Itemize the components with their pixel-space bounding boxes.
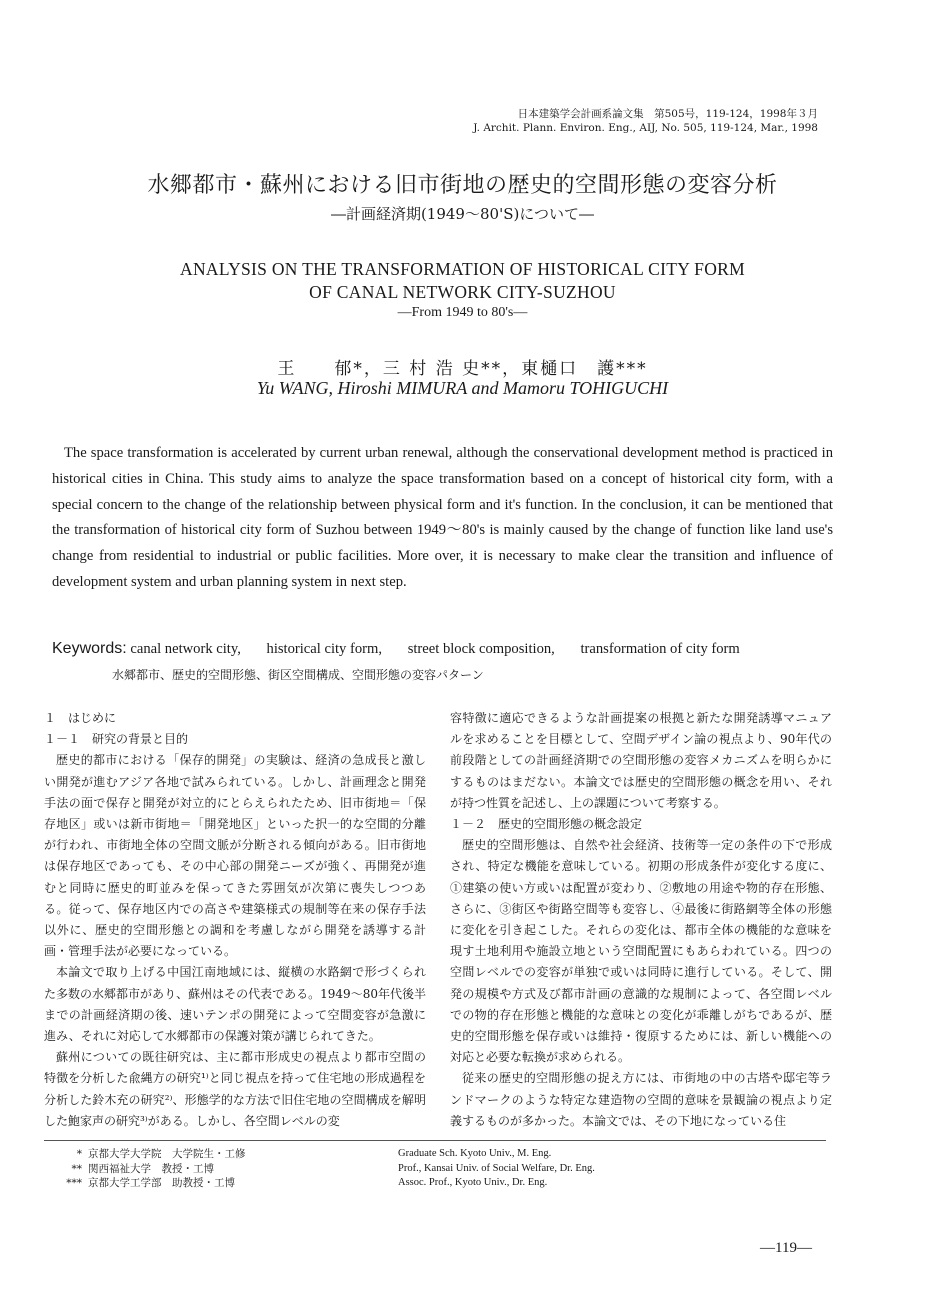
paragraph: 歴史的空間形態は、自然や社会経済、技術等一定の条件の下で形成され、特定な機能を意味している。初期の形成条件が変化する度に、①建築の使い方或いは配置が変わり、②敷地の用途や物的存在形態、さらに、③街区や街路空間等も変容し、④最後に街路網等全体の形態に変化を引き起こした。それらの変化は、都市全体の機能的な意味を現す土地利用や施設立地という空間配置にもあらわれている。四つの空間レベルでの変容が単独で或いは同時に進行している。そして、開発の規模や方式及び都市計画の意識的な規制によって、各空間レベルでの物的存在形態と機能的な意味との変化が乖離しがちであるが、歴史的空間形態を保存或いは維持・復原するためには、新しい機能への対応と必要な転換が求められる。 — [450, 838, 832, 1065]
paper-title-en-line1: ANALYSIS ON THE TRANSFORMATION OF HISTORICAL CITY FORM — [180, 259, 745, 279]
paper-title-en — [0, 258, 925, 304]
footnote-text: 京都大学大学院 大学院生・工修 — [88, 1148, 246, 1160]
footnote-text-en: Graduate Sch. Kyoto Univ., M. Eng. — [398, 1148, 552, 1159]
keyword: historical city form, — [266, 641, 383, 657]
footnote-text-en: Assoc. Prof., Kyoto Univ., Dr. Eng. — [398, 1177, 548, 1188]
keywords-label: Keywords: — [52, 640, 127, 657]
abstract: The space transformation is accelerated by current urban renewal, although the conservational development method is practiced in historical cities in China. This study aims to analyze the space transformation based on a concept of historical city form, with a special concern to the change of the relationship between physical form and it's function. In the conclusion, it can be mentioned that the transformation of historical city form of Suzhou between 1949～80's is mainly caused by the change of function like land use's change from residential to industrial or public facilities. More over, it is necessary to make clear the transition and influence of development system and urban planning system in next step. — [52, 445, 833, 590]
paragraph: 蘇州についての既往研究は、主に都市形成史の視点より都市空間の特徴を分析した兪縄方の研究¹⁾と同じ視点を持って住宅地の形成過程を分析した鈴木充の研究²⁾、形態学的な方法で旧住宅地の空間構成を解明した鮑家声の研究³⁾がある。しかし、各空間レベルの変 — [44, 1050, 426, 1128]
footnote-mark: * — [76, 1148, 82, 1160]
citation-en: J. Archit. Plann. Environ. Eng., AIJ, No. 505, 119-124, Mar., 1998 — [473, 122, 818, 134]
subsection-heading: １－１ 研究の背景と目的 — [44, 732, 189, 747]
paragraph: 従来の歴史的空間形態の捉え方には、市街地の中の古塔や邸宅等ランドマークのような特定な建造物の空間的意味を景観論の視点より定義するものが多かった。本論文では、その下地になっている住 — [450, 1071, 832, 1128]
footnote-text-en: Prof., Kansai Univ. of Social Welfare, Dr. Eng. — [398, 1162, 595, 1174]
footnote-item — [60, 1176, 246, 1191]
body-column-right — [450, 708, 832, 1132]
paragraph: 容特徴に適応できるような計画提案の根拠と新たな開発誘導マニュアルを求めることを目標として、空間デザイン論の視点より、90年代の前段階としての計画経済期での空間形態の変容メカニズムを明らかにするものはまだない。本論文では歴史的空間形態の概念を用い、それが持つ性質を記述し、上の課題について考察する。 — [450, 711, 832, 810]
paragraph: 本論文で取り上げる中国江南地域には、縦横の水路網で形づくられた多数の水郷都市があり、蘇州はその代表である。1949～80年代後半までの計画経済期の後、速いテンポの開発によって空間変容が急激に進み、それに対応して水郷都市の保護対策が講じられてきた。 — [44, 965, 426, 1044]
footnotes-en — [398, 1147, 595, 1191]
footnotes-jp — [60, 1147, 246, 1191]
journal-citation — [473, 107, 818, 135]
authors-en: Yu WANG, Hiroshi MIMURA and Mamoru TOHIGUCHI — [256, 378, 669, 398]
footnote-divider — [44, 1140, 826, 1141]
footnote-mark: *** — [66, 1177, 82, 1189]
paper-subtitle-en: ―From 1949 to 80's― — [397, 305, 528, 320]
footnote-text: 京都大学工学部 助教授・工博 — [88, 1177, 235, 1189]
footnote-mark: ** — [71, 1162, 82, 1175]
keyword: transformation of city form — [580, 641, 740, 657]
paragraph: 歴史的都市における「保存的開発」の実験は、経済の急成長と激しい開発が進むアジア各地で試みられている。しかし、計画理念と開発手法の面で保存と開発が対立的にとらえられたため、旧市街地＝「保存地区」或いは新市街地＝「開発地区」といった択一的な空間的分離が行われ、市街地全体の空間文脈が分断される傾向がある。旧市街地は保存地区であっても、その中心部の開発ニーズが強く、再開発が進むと同時に歴史的町並みを保ってきた雰囲気が次第に喪失しつつある。従って、保存地区内での高さや建築様式の規制等在来の保存手法以外に、歴史的空間形態との調和を考慮しながら開発を誘導する計画・管理手法が必要になっている。 — [44, 753, 426, 959]
page-number: ―119― — [760, 1240, 812, 1256]
paper-title-en-line2: OF CANAL NETWORK CITY-SUZHOU — [309, 282, 616, 302]
keyword: street block composition, — [407, 641, 555, 657]
paper-subtitle-jp: ―計画経済期(1949～80'S)について― — [330, 205, 595, 223]
keywords-en — [52, 640, 740, 658]
citation-jp: 日本建築学会計画系論文集 第505号，119-124，1998年３月 — [517, 108, 818, 120]
keyword: canal network city, — [130, 641, 241, 657]
authors-jp: 王 郁*，三 村 浩 史**，東樋口 護*** — [277, 359, 648, 379]
footnote-item — [60, 1147, 246, 1162]
keywords-jp: 水郷都市、歴史的空間形態、街区空間構成、空間形態の変容パターン — [112, 668, 484, 682]
footnote-item — [60, 1162, 246, 1177]
section-heading: １ はじめに — [44, 711, 117, 725]
body-column-left — [44, 708, 426, 1132]
paper-title-jp: 水郷都市・蘇州における旧市街地の歴史的空間形態の変容分析 — [147, 173, 778, 198]
subsection-heading: １－２ 歴史的空間形態の概念設定 — [450, 817, 643, 832]
footnote-text: 関西福祉大学 教授・工博 — [88, 1162, 214, 1175]
